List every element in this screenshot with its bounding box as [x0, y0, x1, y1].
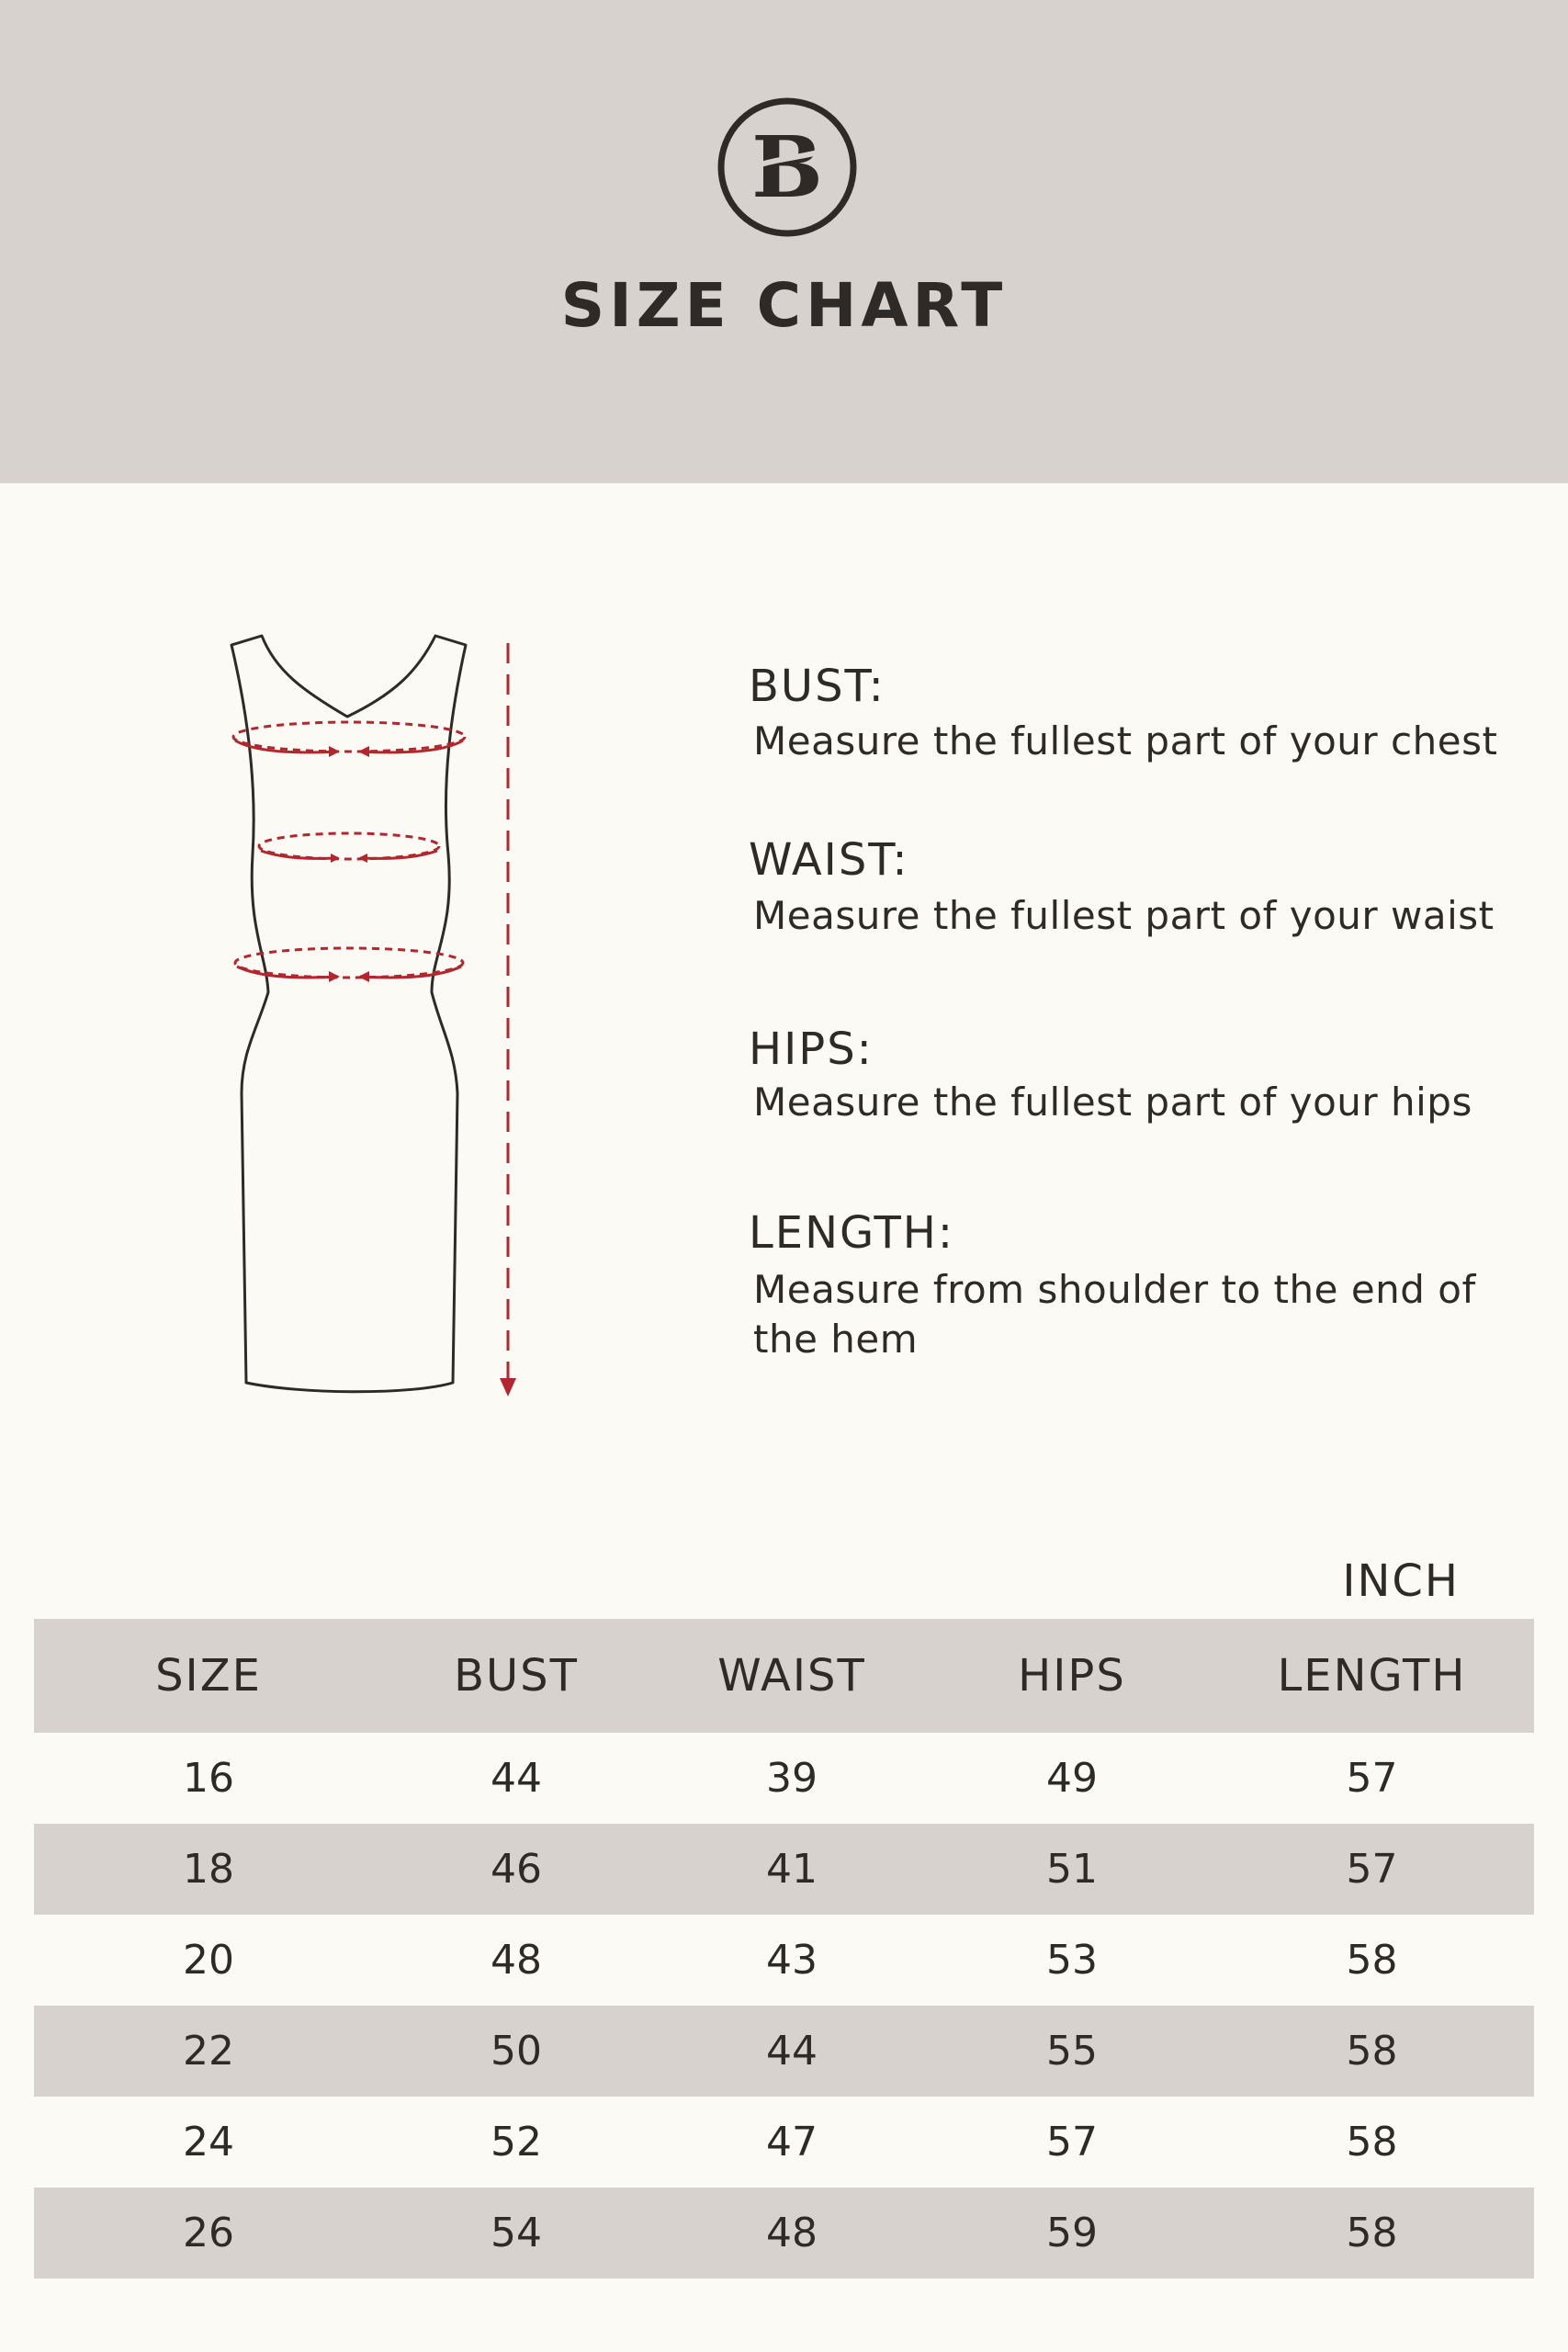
- cell-waist: 39: [766, 1755, 818, 1802]
- table-row: [34, 2097, 1534, 2188]
- column-header-bust: BUST: [383, 1619, 649, 1733]
- column-header-waist: WAIST: [649, 1619, 934, 1733]
- logo-letter: B: [751, 118, 823, 217]
- length-label: LENGTH:: [749, 1207, 955, 1259]
- waist-measure-loop-icon: [259, 833, 439, 863]
- cell-bust: 52: [491, 2119, 542, 2165]
- hips-label: HIPS:: [749, 1023, 874, 1075]
- table-row: [34, 1733, 1534, 1824]
- table-row: [34, 1915, 1534, 2006]
- unit-label: INCH: [1342, 1555, 1460, 1607]
- bust-measure-loop-icon: [233, 722, 465, 757]
- cell-size: 20: [183, 1937, 234, 1984]
- length-description: Measure from shoulder to the end of the hem: [753, 1267, 1476, 1362]
- cell-size: 24: [183, 2119, 234, 2165]
- cell-bust: 48: [491, 1937, 542, 1984]
- dress-outline-icon: [211, 625, 542, 1406]
- cell-hips: 55: [934, 2006, 1210, 2097]
- header-banner: [0, 0, 1568, 483]
- cell-hips: 49: [1046, 1755, 1098, 1802]
- bust-label: BUST:: [749, 661, 886, 712]
- cell-size: 18: [34, 1824, 383, 1915]
- table-row: [34, 2006, 1534, 2097]
- page-title: SIZE CHART: [560, 270, 1008, 341]
- cell-bust: 44: [491, 1755, 542, 1802]
- cell-size: 16: [183, 1755, 234, 1802]
- cell-size: 26: [34, 2188, 383, 2278]
- cell-length: 57: [1346, 1755, 1398, 1802]
- length-arrow-icon: [500, 643, 516, 1396]
- cell-length: 57: [1210, 1824, 1534, 1915]
- cell-length: 58: [1346, 2119, 1398, 2165]
- cell-hips: 51: [934, 1824, 1210, 1915]
- cell-length: 58: [1346, 1937, 1398, 1984]
- cell-size: 22: [34, 2006, 383, 2097]
- hips-description: Measure the fullest part of your hips: [753, 1080, 1472, 1125]
- cell-waist: 43: [766, 1937, 818, 1984]
- cell-bust: 46: [383, 1824, 649, 1915]
- column-header-hips: HIPS: [934, 1619, 1210, 1733]
- column-header-length: LENGTH: [1210, 1619, 1534, 1733]
- size-table: [34, 1619, 1534, 2278]
- table-row: [34, 2188, 1534, 2278]
- table-header-row: [34, 1619, 1534, 1733]
- cell-hips: 57: [1046, 2119, 1098, 2165]
- bust-description: Measure the fullest part of your chest: [753, 718, 1498, 763]
- cell-bust: 54: [383, 2188, 649, 2278]
- cell-length: 58: [1210, 2188, 1534, 2278]
- cell-hips: 59: [934, 2188, 1210, 2278]
- cell-waist: 44: [649, 2006, 934, 2097]
- cell-waist: 41: [649, 1824, 934, 1915]
- column-header-size: SIZE: [34, 1619, 383, 1733]
- cell-bust: 50: [383, 2006, 649, 2097]
- cell-hips: 53: [1046, 1937, 1098, 1984]
- hips-measure-loop-icon: [235, 948, 463, 982]
- table-row: [34, 1824, 1534, 1915]
- cell-length: 58: [1210, 2006, 1534, 2097]
- brand-logo-icon: [714, 94, 861, 241]
- waist-label: WAIST:: [749, 834, 909, 886]
- waist-description: Measure the fullest part of your waist: [753, 893, 1495, 938]
- cell-waist: 48: [649, 2188, 934, 2278]
- cell-waist: 47: [766, 2119, 818, 2165]
